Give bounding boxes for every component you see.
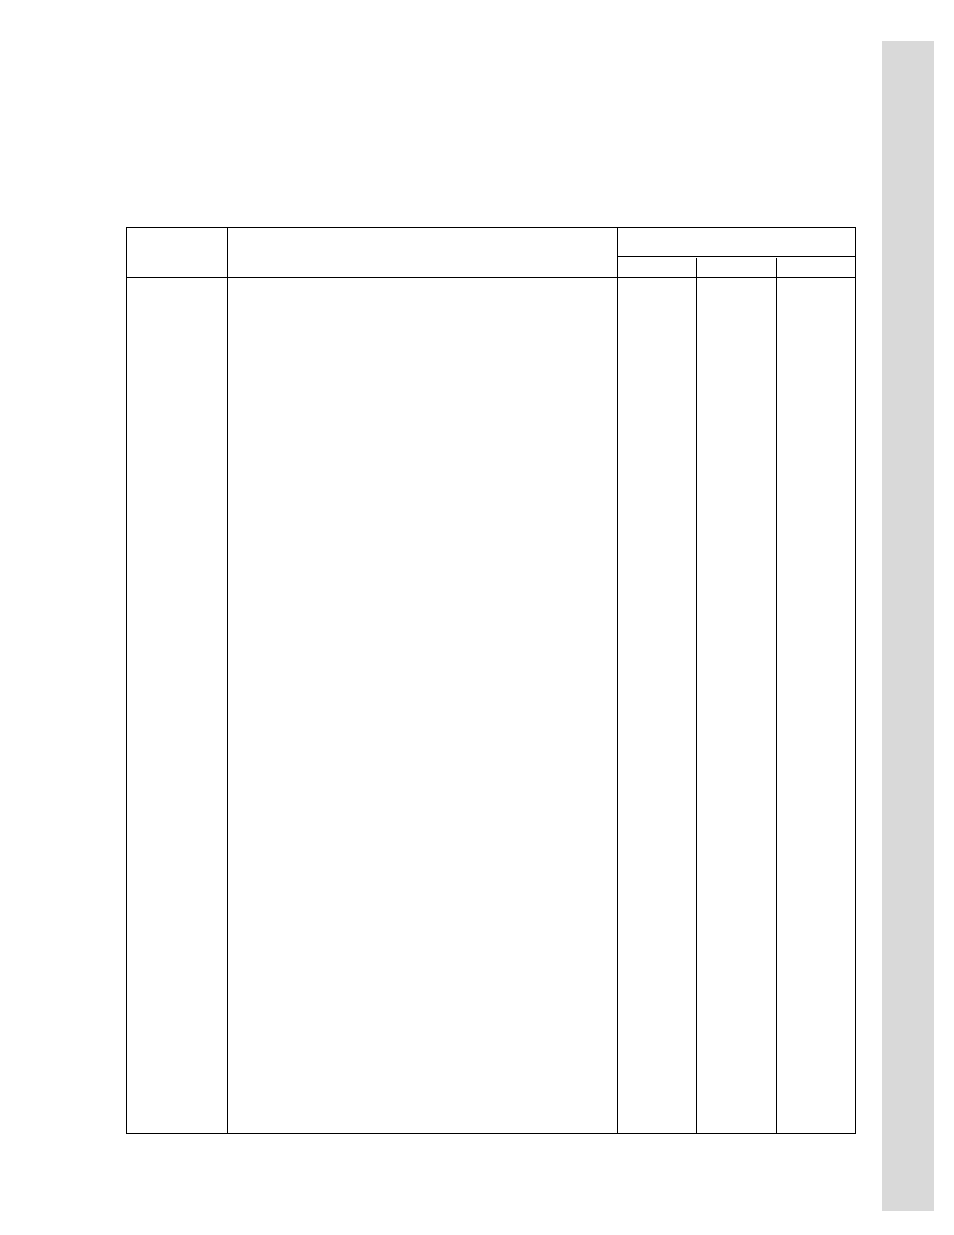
header-bottom-rule <box>127 277 855 278</box>
column-divider <box>696 258 697 1133</box>
column-divider <box>617 228 618 1133</box>
section-side-tab <box>882 41 934 1211</box>
column-divider <box>776 258 777 1133</box>
parts-table <box>126 227 856 1134</box>
header-divider <box>618 256 855 257</box>
column-divider <box>227 228 228 1133</box>
